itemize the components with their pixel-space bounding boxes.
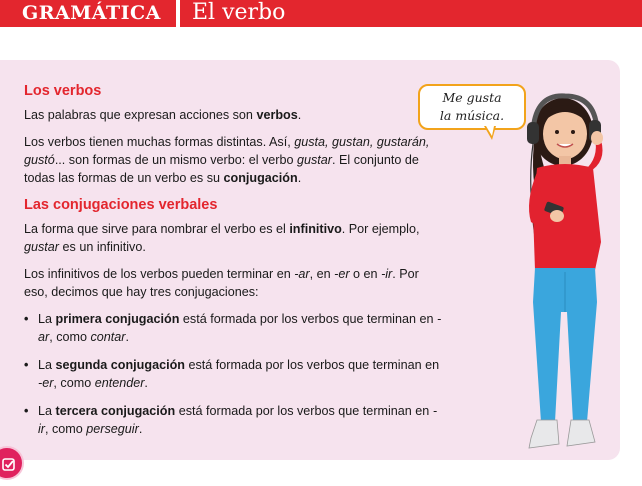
lesson-content	[24, 82, 444, 448]
conjugation-list	[24, 310, 444, 438]
paragraph-definition: Las palabras que expresan acciones son verbos.	[24, 108, 302, 122]
heading-conjugaciones: Las conjugaciones verbales	[24, 197, 218, 213]
paragraph-forms: Los verbos tienen muchas formas distintas. Así, gusta, gustan, gustarán, gustó... son formas de un mismo verbo: el verbo gustar. El conjunto de todas las formas de un verbo es su conjugación.	[24, 135, 430, 185]
speech-bubble	[418, 84, 526, 130]
list-item: • La primera conjugación está formada por los verbos que terminan en -ar, como contar.	[24, 310, 444, 346]
list-item: • La segunda conjugación está formada por los verbos que terminan en -er, como entender.	[24, 356, 444, 392]
speech-bubble-tail-inner	[486, 126, 494, 136]
girl-illustration	[515, 92, 625, 462]
list-item: • La tercera conjugación está formada por los verbos que terminan en -ir, como perseguir.	[24, 402, 444, 438]
paragraph-infinitivo: La forma que sirve para nombrar el verbo es el infinitivo. Por ejemplo, gustar es un infinitivo.	[24, 222, 420, 254]
paragraph-endings: Los infinitivos de los verbos pueden terminar en -ar, en -er o en -ir. Por eso, decimos que hay tres conjugaciones:	[24, 267, 419, 299]
heading-los-verbos: Los verbos	[24, 83, 102, 99]
speech-line-1: Me gusta	[442, 90, 502, 105]
section-label: GRAMÁTICA	[0, 0, 176, 27]
header-divider	[176, 0, 180, 27]
header-bar	[0, 0, 642, 27]
checkbox-icon	[2, 458, 16, 472]
speech-line-2: la música.	[439, 108, 505, 123]
page-title: El verbo	[192, 0, 286, 25]
